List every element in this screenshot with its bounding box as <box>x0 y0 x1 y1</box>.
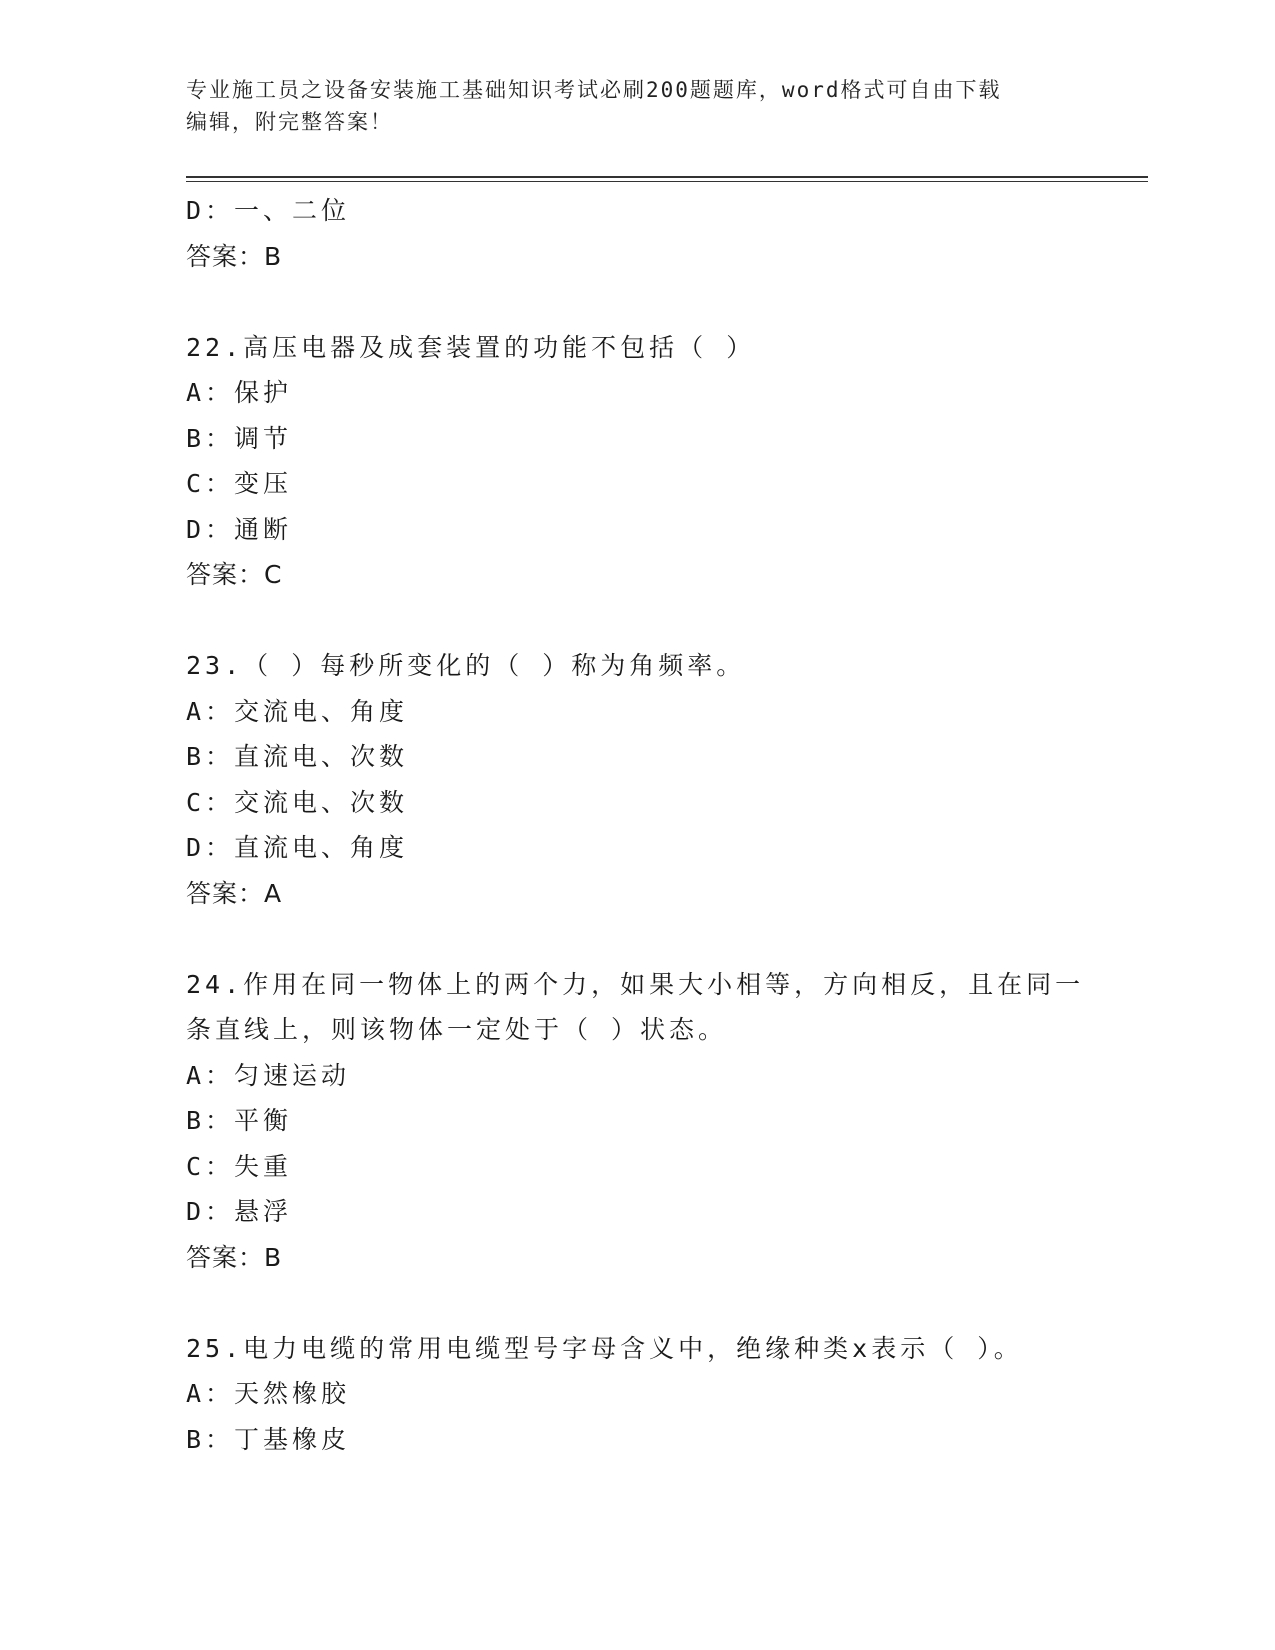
question-24 <box>186 962 1148 1281</box>
header-title-line-1: 专业施工员之设备安装施工基础知识考试必刷200题题库，word格式可自由下载 <box>186 78 1002 102</box>
option-d: D：悬浮 <box>186 1197 293 1226</box>
answer-line: 答案：A <box>186 878 283 908</box>
option-c: C：变压 <box>186 469 293 498</box>
spacer <box>186 916 1148 962</box>
option-c: C：失重 <box>186 1151 293 1181</box>
option-a: A：天然橡胶 <box>186 1379 351 1408</box>
header-title-line-2: 编辑，附完整答案！ <box>186 110 393 134</box>
question-stem: 25.电力电缆的常用电缆型号字母含义中，绝缘种类x表示（ ）。 <box>186 1333 1023 1363</box>
option-a: A：交流电、角度 <box>186 696 409 726</box>
answer-line: 答案：C <box>186 560 283 589</box>
option-b: B：直流电、次数 <box>186 742 409 771</box>
question-stem: 22.高压电器及成套装置的功能不包括（ ） <box>186 332 756 362</box>
option-a: A：保护 <box>186 378 293 407</box>
question-list <box>186 188 1148 1462</box>
option-d: D：一、二位 <box>186 196 351 225</box>
answer-line: 答案：B <box>186 1242 283 1272</box>
option-a: A：匀速运动 <box>186 1060 351 1090</box>
question-stem-line-2: 条直线上，则该物体一定处于（ ）状态。 <box>186 1015 728 1044</box>
option-c: C：交流电、次数 <box>186 787 409 817</box>
option-b: B：平衡 <box>186 1106 293 1135</box>
spacer <box>186 598 1148 644</box>
previous-question-tail <box>186 188 1148 279</box>
spacer <box>186 1280 1148 1326</box>
option-d: D：直流电、角度 <box>186 833 409 862</box>
option-d: D：通断 <box>186 514 293 544</box>
option-b: B：丁基橡皮 <box>186 1424 351 1454</box>
question-25 <box>186 1326 1148 1463</box>
spacer <box>186 279 1148 325</box>
question-22 <box>186 325 1148 598</box>
question-23 <box>186 643 1148 916</box>
document-header <box>186 74 1086 138</box>
answer-line: 答案：B <box>186 241 283 271</box>
question-stem: 23.（ ）每秒所变化的（ ）称为角频率。 <box>186 651 746 680</box>
option-b: B：调节 <box>186 423 293 453</box>
question-stem-line-1: 24.作用在同一物体上的两个力，如果大小相等，方向相反，且在同一 <box>186 969 1085 999</box>
header-divider-thick <box>186 176 1148 178</box>
header-divider-thin <box>186 181 1148 182</box>
